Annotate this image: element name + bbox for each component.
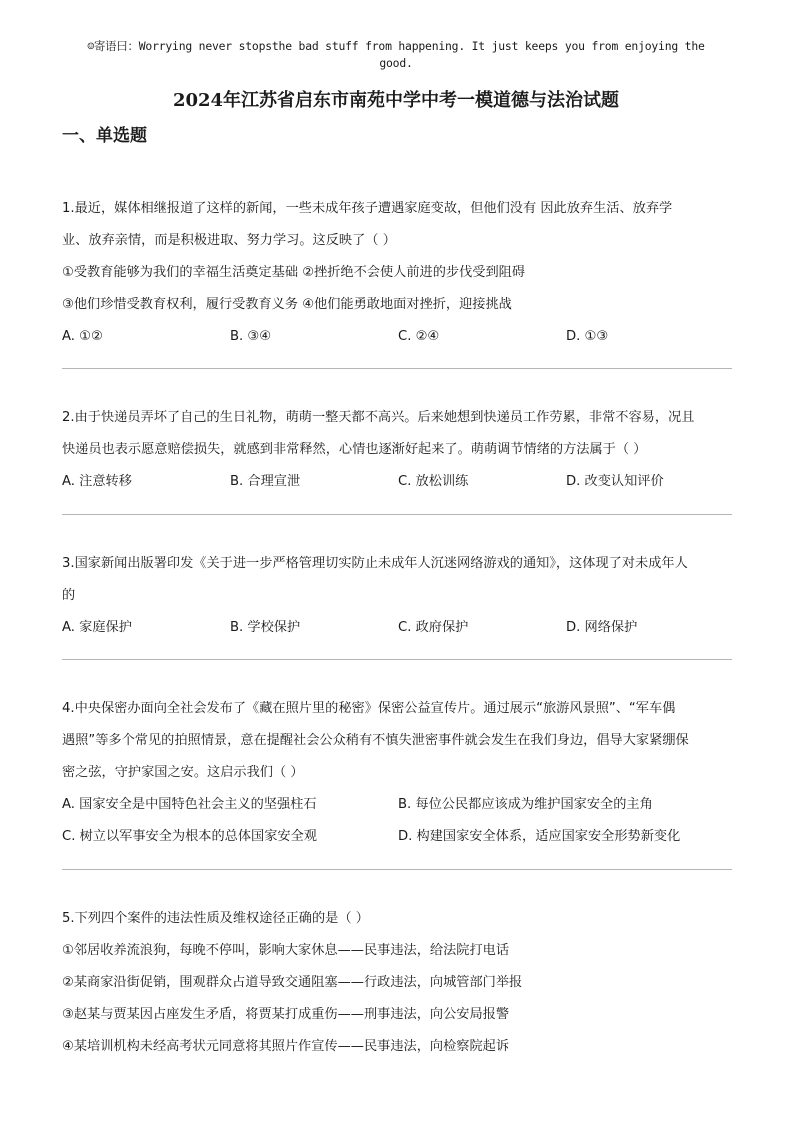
question-line: 密之弦，守护家国之安。这启示我们（ ） (62, 765, 304, 780)
question-line: 的 (62, 588, 76, 603)
question-line: ③他们珍惜受教育权利，履行受教育义务 ④他们能勇敢地面对挫折，迎接挑战 (62, 297, 512, 312)
options-row (62, 821, 734, 853)
option-a[interactable]: A. ①② (62, 329, 103, 344)
option-b[interactable]: B. 合理宣泄 (230, 474, 301, 489)
question-line: 业、放弃亲情，而是积极进取、努力学习。这反映了（ ） (62, 233, 396, 248)
question-4 (62, 693, 734, 853)
question-line: ④某培训机构未经高考状元同意将其照片作宣传——民事违法，向检察院起诉 (62, 1039, 510, 1054)
option-b[interactable]: B. 每位公民都应该成为维护国家安全的主角 (398, 797, 653, 812)
question-line: ③赵某与贾某因占座发生矛盾，将贾某打成重伤——刑事违法，向公安局报警 (62, 1007, 510, 1022)
option-a[interactable]: A. 国家安全是中国特色社会主义的坚强柱石 (62, 797, 317, 812)
motto-line-1: ☺寄语曰：Worrying never stopsthe bad stuff from happening. It just keeps you from enjoying the (87, 39, 705, 53)
option-a[interactable]: A. 注意转移 (62, 474, 132, 489)
question-line: 2.由于快递员弄坏了自己的生日礼物，萌萌一整天都不高兴。后来她想到快递员工作劳累，非常不容易，况且 (62, 410, 695, 425)
option-d[interactable]: D. ①③ (566, 329, 609, 344)
divider (62, 659, 732, 660)
option-c[interactable]: C. 树立以军事安全为根本的总体国家安全观 (62, 829, 317, 844)
question-line: ①受教育能够为我们的幸福生活奠定基础 ②挫折绝不会使人前进的步伐受到阻碍 (62, 265, 526, 280)
question-line: 5.下列四个案件的违法性质及维权途径正确的是（ ） (62, 911, 369, 926)
motto-line-2: good. (379, 56, 413, 70)
question-line: 1.最近，媒体相继报道了这样的新闻，一些未成年孩子遭遇家庭变故，但他们没有 因此放弃生活、放弃学 (62, 201, 673, 216)
option-b[interactable]: B. 学校保护 (230, 620, 301, 635)
option-c[interactable]: C. 政府保护 (398, 620, 469, 635)
question-5 (62, 903, 734, 1063)
option-d[interactable]: D. 网络保护 (566, 620, 638, 635)
options-row (62, 789, 734, 821)
question-3 (62, 548, 734, 644)
option-b[interactable]: B. ③④ (230, 329, 272, 344)
question-line: 遇照”等多个常见的拍照情景，意在提醒社会公众稍有不慎失泄密事件就会发生在我们身边，倡导大家紧绷保 (62, 733, 689, 748)
divider (62, 368, 732, 369)
option-c[interactable]: C. ②④ (398, 329, 440, 344)
question-2 (62, 402, 734, 498)
question-line: 快递员也表示愿意赔偿损失，就感到非常释然，心情也逐渐好起来了。萌萌调节情绪的方法属于（ ） (62, 442, 647, 457)
option-c[interactable]: C. 放松训练 (398, 474, 469, 489)
section-heading: 一、单选题 (62, 126, 147, 146)
option-d[interactable]: D. 构建国家安全体系，适应国家安全形势新变化 (398, 829, 681, 844)
divider (62, 869, 732, 870)
motto (40, 38, 752, 72)
option-a[interactable]: A. 家庭保护 (62, 620, 132, 635)
page-title: 2024年江苏省启东市南苑中学中考一模道德与法治试题 (172, 90, 620, 111)
options-row (62, 466, 734, 498)
question-line: 4.中央保密办面向全社会发布了《藏在照片里的秘密》保密公益宣传片。通过展示“旅游风景照”、“军车偶 (62, 701, 676, 716)
option-d[interactable]: D. 改变认知评价 (566, 474, 664, 489)
options-row (62, 321, 734, 353)
question-line: 3.国家新闻出版署印发《关于进一步严格管理切实防止未成年人沉迷网络游戏的通知》，这体现了对未成年人 (62, 556, 688, 571)
options-row (62, 612, 734, 644)
question-line: ②某商家沿街促销，围观群众占道导致交通阻塞——行政违法，向城管部门举报 (62, 975, 523, 990)
divider (62, 514, 732, 515)
question-line: ①邻居收养流浪狗，每晚不停叫，影响大家休息——民事违法，给法院打电话 (62, 943, 510, 958)
question-1 (62, 193, 734, 353)
